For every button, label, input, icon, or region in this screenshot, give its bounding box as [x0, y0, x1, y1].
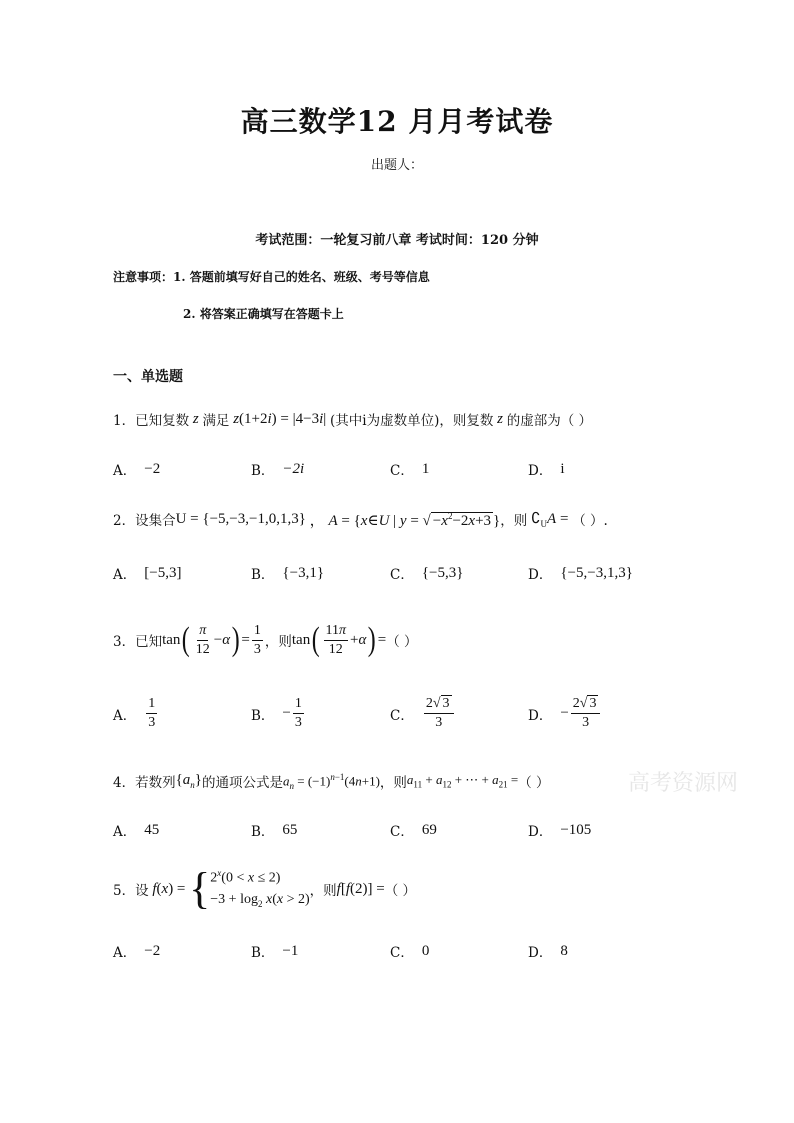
math-expression: ， A = {x∈U | y = √ $-x^2-2x+3$ }	[305, 510, 501, 529]
section-title: 一、单选题	[113, 369, 183, 385]
option-label: B．	[251, 707, 275, 724]
option-5b[interactable]	[251, 941, 298, 961]
question-1	[113, 408, 592, 430]
option-value: 0	[421, 942, 430, 959]
question-text: ，则	[264, 634, 292, 650]
question-text: 满足	[202, 413, 230, 429]
option-label: B．	[251, 567, 275, 583]
notice-item-1: 1. 答题前填写好自己的姓名、班级、考号等信息	[173, 270, 430, 284]
option-value: 69	[421, 821, 437, 838]
option-2d[interactable]	[528, 563, 633, 583]
option-2b[interactable]	[251, 563, 324, 583]
question-text: （ ）	[518, 775, 550, 791]
option-3a[interactable]	[113, 695, 159, 732]
option-value: 1	[421, 460, 430, 477]
option-value: {−5,3}	[421, 564, 464, 581]
page-title: 高三数学12 月月考试卷	[240, 105, 554, 138]
question-3	[113, 620, 417, 660]
question-text: 已知复数	[135, 413, 190, 429]
option-value: 8	[560, 942, 568, 959]
math-expression: $\{a_n\}$	[175, 772, 202, 790]
math-expression: tan ( $\frac{\pi}{12}$ − α ) = $\frac{1}{3}$	[162, 621, 261, 658]
option-label: A．	[113, 824, 137, 840]
question-text: ，则	[309, 883, 337, 899]
option-value: {−3,1}	[282, 564, 325, 581]
setter-label: 出题人：	[370, 158, 423, 173]
option-value: i	[560, 460, 565, 477]
option-value: 65	[282, 821, 298, 838]
question-text: （ ）	[384, 883, 416, 899]
question-number: 4．	[113, 775, 136, 791]
option-label: A．	[113, 707, 137, 724]
option-value: − $\frac{1}{3}$	[282, 696, 302, 730]
option-label: C．	[390, 824, 414, 840]
option-2a[interactable]	[113, 563, 181, 583]
question-5	[113, 864, 416, 914]
option-value: 45	[144, 821, 160, 838]
option-1d[interactable]	[528, 459, 565, 479]
question-text: 设	[135, 883, 149, 899]
question-text: 设集合	[135, 513, 176, 529]
option-4a[interactable]	[113, 820, 159, 840]
question-number: 3．	[113, 634, 136, 650]
notice-label: 注意事项：	[113, 270, 174, 284]
option-label: C．	[390, 945, 414, 961]
option-label: C．	[390, 463, 414, 479]
option-value: −2	[144, 460, 161, 477]
option-4d[interactable]	[528, 820, 591, 840]
question-text: （ ）	[386, 634, 418, 650]
exam-scope-time: 考试范围：一轮复习前八章 考试时间：120 分钟	[255, 233, 539, 248]
notice-line-1	[113, 268, 430, 285]
math-expression: f[f(2)] =	[336, 880, 385, 897]
option-5c[interactable]	[390, 941, 429, 961]
piecewise-function: f ( x ) = { $2^x(0 < x \le 2)$ $-3 + \log_2 x(x > 2)$	[152, 864, 310, 913]
math-expression: z(1+2i) = |4−3i|	[233, 410, 331, 427]
question-text: （ ）.	[572, 513, 608, 529]
option-4b[interactable]	[251, 820, 297, 840]
option-3d[interactable]	[528, 695, 602, 732]
question-text: (其中i为虚数单位)，则复数	[330, 413, 494, 429]
option-label: C．	[390, 707, 414, 724]
option-label: A．	[113, 567, 137, 583]
option-label: B．	[251, 945, 275, 961]
option-value: $\frac{1}{3}$	[148, 696, 156, 730]
question-2	[113, 505, 608, 533]
option-value: [−5,3]	[144, 564, 182, 581]
option-5a[interactable]	[113, 941, 160, 961]
option-value: −2	[144, 942, 161, 959]
option-label: B．	[251, 824, 275, 840]
question-number: 5．	[113, 883, 136, 899]
math-expression: z	[192, 410, 199, 427]
option-5d[interactable]	[528, 941, 568, 961]
option-value: {−5,−3,1,3}	[560, 564, 633, 581]
option-3c[interactable]	[390, 695, 456, 732]
math-expression: $∁_UA$ =	[527, 511, 573, 529]
option-value: $\frac{2√ 3}{3}$	[424, 695, 454, 732]
option-label: A．	[113, 945, 137, 961]
question-4	[113, 770, 550, 792]
math-expression: $a_n = (-1)^{n-1}(4n+1)$	[283, 771, 380, 791]
option-value: −105	[560, 821, 592, 838]
watermark: 高考资源网	[628, 771, 739, 796]
question-text: 的虚部为（ ）	[506, 413, 593, 429]
question-text: ，则	[500, 513, 528, 529]
option-1a[interactable]	[113, 459, 160, 479]
option-label: D．	[528, 945, 553, 961]
notice-item-2: 2. 将答案正确填写在答题卡上	[183, 307, 344, 321]
question-text: 若数列	[135, 775, 176, 791]
option-label: D．	[528, 567, 553, 583]
option-4c[interactable]	[390, 820, 437, 840]
math-expression: tan ( $\frac{11\pi}{12}$ + α ) =	[291, 621, 387, 658]
option-label: D．	[528, 463, 553, 479]
option-2c[interactable]	[390, 563, 463, 583]
math-expression: z	[497, 410, 503, 427]
set-u-expression: U = {−5,−3,−1,0,1,3}	[175, 510, 306, 527]
option-value: − $\frac{2√ 3}{3}$	[560, 695, 602, 732]
question-text: 的通项公式是	[202, 775, 283, 791]
question-number: 1．	[113, 413, 136, 429]
option-3b[interactable]	[251, 695, 306, 732]
question-text: 已知	[135, 634, 163, 650]
math-expression: $a_{11} + a_{12}$ + ⋯ + $a_{21}$ =	[406, 772, 519, 790]
option-1b[interactable]	[251, 459, 304, 479]
option-value: −1	[282, 942, 299, 959]
option-label: A．	[113, 463, 137, 479]
option-1c[interactable]	[390, 459, 429, 479]
question-number: 2．	[113, 513, 136, 529]
option-label: D．	[528, 707, 553, 724]
option-label: B．	[251, 463, 275, 479]
option-value: −2i	[282, 460, 305, 477]
question-text: ，则	[379, 775, 407, 791]
option-label: C．	[390, 567, 414, 583]
option-label: D．	[528, 824, 553, 840]
